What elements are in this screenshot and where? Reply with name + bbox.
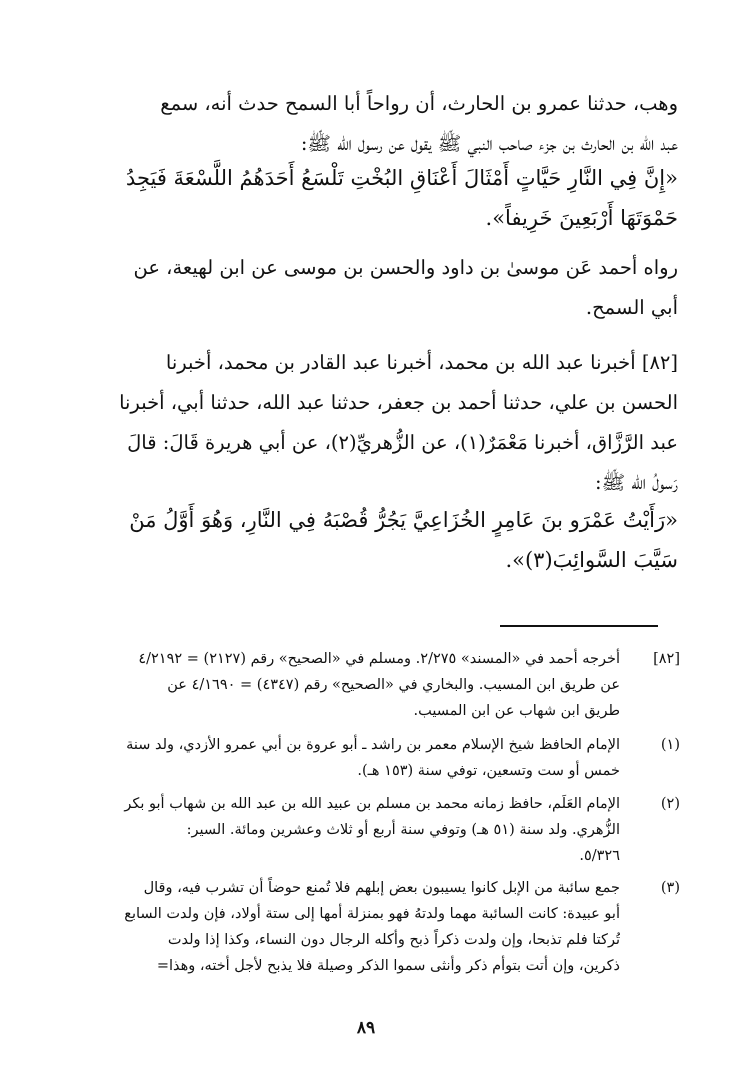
footnote-divider bbox=[500, 625, 658, 627]
footnote-line: الإمام الحافظ شيخ الإسلام معمر بن راشد ـ أبو عروة بن أبي عمرو الأزدي، ولد سنة bbox=[126, 737, 620, 753]
footnote-marker: [٨٢] bbox=[653, 651, 680, 667]
footnote-marker: (١) bbox=[660, 737, 680, 753]
text-line: عبد الرَّزَّاق، أخبرنا مَعْمَرٌ(١)، عن الزُّهريِّ(٢)، عن أبي هريرة قَالَ: قالَ bbox=[127, 431, 678, 454]
hadith-quote-1 bbox=[66, 158, 678, 238]
footnote-line: طريق ابن شهاب عن ابن المسيب. bbox=[413, 703, 620, 719]
paragraph-narration bbox=[66, 248, 678, 328]
footnote-line: ٥/٣٢٦. bbox=[579, 848, 620, 864]
footnote-line: أبو عبيدة: كانت السائبة مهما ولدتهُ فهو بمنزلة أمها إلى ستة أولاد، فإن ولدت السابع bbox=[124, 906, 620, 922]
text-line: [٨٢] أخبرنا عبد الله بن محمد، أخبرنا عبد القادر بن محمد، أخبرنا bbox=[165, 351, 678, 374]
text-line: سَيَّبَ السَّوائِبَ(٣)». bbox=[505, 548, 678, 572]
text-line: أبي السمح. bbox=[585, 296, 678, 319]
footnote-line: الإمام العَلَم، حافظ زمانه محمد بن مسلم بن عبيد الله بن عبد الله بن شهاب أبو بكر bbox=[124, 796, 620, 812]
footnote-line: أخرجه أحمد في «المسند» ٢/٢٧٥. ومسلم في «الصحيح» رقم (٢١٢٧) = ٤/٢١٩٢ bbox=[138, 651, 620, 667]
footnote-line: جمع سائبة من الإبل كانوا يسيبون بعض إبلهم فلا تُمنع حوضاً أن تشرب فيه، وقال bbox=[143, 880, 620, 896]
footnote-marker: (٢) bbox=[660, 796, 680, 812]
text-line: وهب، حدثنا عمرو بن الحارث، أن رواحاً أبا السمح حدث أنه، سمع bbox=[160, 92, 678, 115]
text-line: رَسولُ الله ﷺ: bbox=[595, 471, 678, 494]
page-number: ٨٩ bbox=[356, 1018, 376, 1038]
paragraph-isnad-1 bbox=[66, 84, 678, 164]
text-line: «إِنَّ فِي النَّارِ حَيَّاتٍ أَمْثَالَ أَعْنَاقِ البُخْتِ تَلْسَعُ أَحَدَهُمُ اللَّسْعَةَ فَيَجِدُ bbox=[125, 166, 678, 190]
footnote-line: ذكرين، وإن أتت بتوأم ذكر وأنثى سموا الذكر وصيلة فلا يذبح لأجل أخته، وهذا= bbox=[156, 958, 620, 974]
text-line: «رَأَيْتُ عَمْرَو بنَ عَامِرٍ الخُزَاعِيَّ يَجُرُّ قُصْبَهُ فِي النَّارِ، وَهُوَ أَوَّلُ مَنْ bbox=[129, 508, 678, 532]
text-line: الحسن بن علي، حدثنا أحمد بن جعفر، حدثنا عبد الله، حدثنا أبي، أخبرنا bbox=[119, 391, 678, 414]
footnote-line: خمس أو ست وتسعين، توفي سنة (١٥٣ هـ). bbox=[357, 763, 620, 779]
hadith-quote-2 bbox=[66, 500, 678, 580]
text-line: حَمْوَتَهَا أَرْبَعِينَ خَرِيفاً». bbox=[485, 206, 678, 230]
paragraph-isnad-82 bbox=[66, 343, 678, 503]
footnote-line: الزُّهري. ولد سنة (٥١ هـ) وتوفي سنة أربع أو ثلاث وعشرين ومائة. السير: bbox=[186, 822, 620, 838]
footnote-marker: (٣) bbox=[660, 880, 680, 896]
footnote-line: تُركتا فلم تذبحا، وإن ولدت ذكراً ذبح وأكله الرجال دون النساء، وكذا إذا ولدت bbox=[167, 932, 620, 948]
text-line: عبد الله بن الحارث بن جزء صاحب النبي ﷺ يقول عن رسول الله ﷺ: bbox=[300, 132, 678, 155]
text-line: رواه أحمد عَن موسىٰ بن داود والحسن بن موسى عن ابن لهيعة، عن bbox=[133, 256, 678, 279]
footnote-line: عن طريق ابن المسيب. والبخاري في «الصحيح» رقم (٤٣٤٧) = ٤/١٦٩٠ عن bbox=[167, 677, 620, 693]
